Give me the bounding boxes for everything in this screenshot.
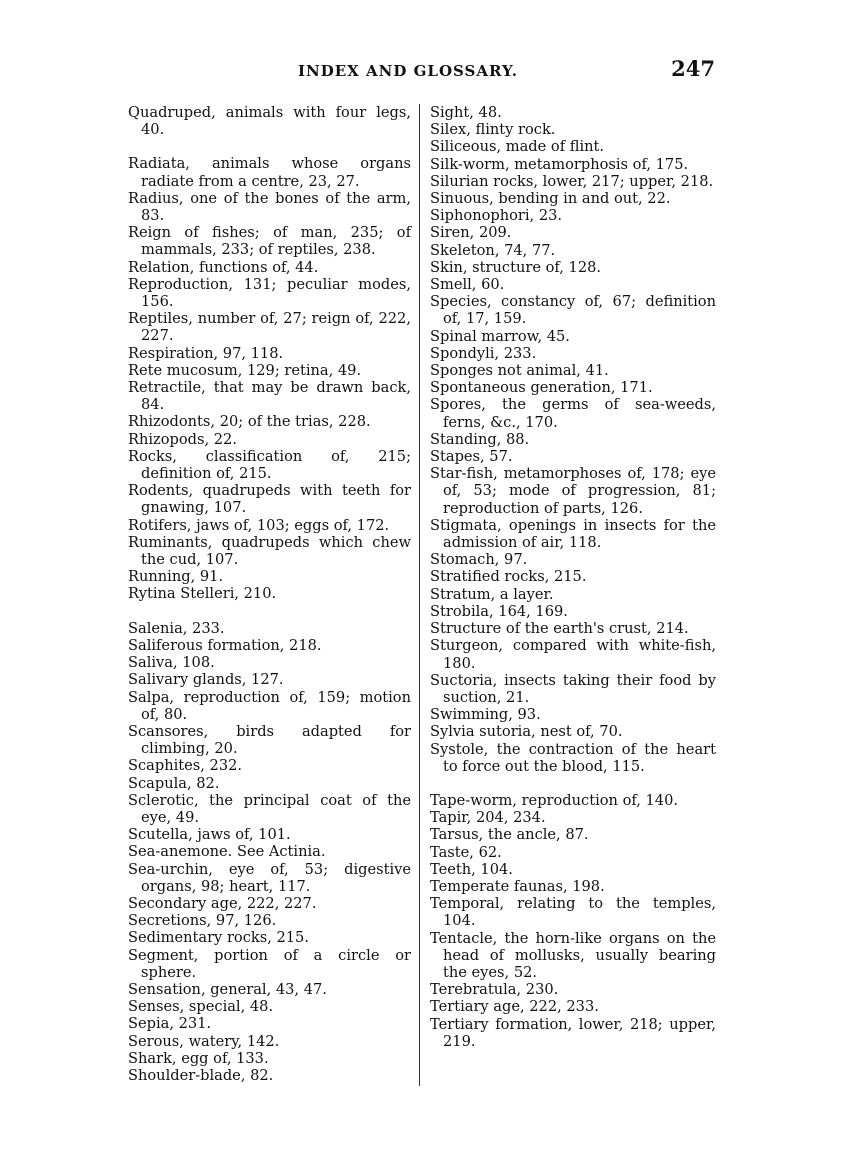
index-entry: Serous, watery, 142. — [128, 1032, 280, 1050]
index-entry: Structure of the earth's crust, 214. — [430, 620, 689, 638]
index-entry: Siphonophori, 23. — [430, 207, 563, 225]
index-entry: Temporal, relating to the temples, 104. — [430, 895, 716, 930]
index-entry: Spondyli, 233. — [430, 344, 537, 362]
index-entry: Sturgeon, compared with white-fish, 180. — [430, 637, 716, 672]
index-entry: Running, 91. — [128, 568, 224, 586]
index-entry: Reign of fishes; of man, 235; of mammals, 233; of reptiles, 238. — [128, 224, 411, 259]
index-entry: Skin, structure of, 128. — [430, 258, 602, 276]
index-entry: Reproduction, 131; peculiar modes, 156. — [128, 275, 411, 311]
index-entry: Skeleton, 74, 77. — [430, 241, 556, 259]
index-entry: Stratum, a layer. — [430, 585, 554, 603]
index-entry: Siliceous, made of flint. — [430, 138, 605, 156]
index-entry: Sylvia sutoria, nest of, 70. — [430, 723, 623, 741]
index-entry: Senses, special, 48. — [128, 998, 274, 1016]
index-entry: Stratified rocks, 215. — [430, 568, 587, 586]
index-entry: Spores, the germs of sea-weeds, ferns, &c., 170. — [430, 396, 716, 431]
index-entry: Shark, egg of, 133. — [128, 1049, 269, 1067]
index-entry: Tentacle, the horn-like organs on the head of mollusks, usually bearing the eyes, 52. — [430, 929, 716, 981]
index-entry: Systole, the contraction of the heart to force out the blood, 115. — [430, 740, 716, 775]
index-entry: Sponges not animal, 41. — [430, 362, 609, 380]
index-entry: Tertiary age, 222, 233. — [430, 998, 599, 1016]
index-column-left — [128, 104, 411, 1084]
index-entry: Rocks, classification of, 215; definition of, 215. — [128, 447, 411, 483]
index-entry: Scaphites, 232. — [128, 757, 243, 775]
index-entry: Spinal marrow, 45. — [430, 327, 570, 345]
index-entry: Stapes, 57. — [430, 448, 513, 466]
index-entry: Taste, 62. — [430, 843, 502, 861]
index-entry: Secondary age, 222, 227. — [128, 894, 317, 912]
index-entry: Strobila, 164, 169. — [430, 602, 568, 620]
index-entry: Rhizodonts, 20; of the trias, 228. — [128, 413, 371, 431]
index-entry: Teeth, 104. — [430, 860, 513, 878]
index-entry: Sea-urchin, eye of, 53; digestive organs, 98; heart, 117. — [128, 860, 411, 895]
index-entry: Scutella, jaws of, 101. — [128, 826, 291, 844]
index-entry: Sclerotic, the principal coat of the eye, 49. — [128, 791, 411, 826]
index-entry: Silurian rocks, lower, 217; upper, 218. — [430, 172, 714, 190]
index-entry: Stomach, 97. — [430, 551, 528, 569]
index-entry: Sensation, general, 43, 47. — [128, 980, 327, 998]
index-entry: Silex, flinty rock. — [430, 121, 556, 139]
index-entry: Salivary glands, 127. — [128, 671, 284, 689]
index-entry: Saliferous formation, 218. — [128, 636, 322, 654]
index-entry: Saliva, 108. — [128, 654, 215, 672]
index-entry: Star-fish, metamorphoses of, 178; eye of, 53; mode of progression, 81; reproduction of parts, 126. — [430, 465, 716, 517]
index-entry: Scansores, birds adapted for climbing, 20. — [128, 722, 411, 758]
index-entry: Relation, functions of, 44. — [128, 258, 319, 276]
index-entry: Radius, one of the bones of the arm, 83. — [128, 189, 411, 225]
index-entry: Shoulder-blade, 82. — [128, 1066, 274, 1084]
index-entry: Suctoria, insects taking their food by suction, 21. — [430, 671, 716, 706]
index-entry: Retractile, that may be drawn back, 84. — [128, 379, 411, 414]
index-entry: Respiration, 97, 118. — [128, 344, 284, 362]
index-entry: Rytina Stelleri, 210. — [128, 585, 277, 603]
index-entry: Rotifers, jaws of, 103; eggs of, 172. — [128, 516, 390, 534]
index-entry: Radiata, animals whose organs radiate from a centre, 23, 27. — [128, 155, 411, 190]
index-entry: Rodents, quadrupeds with teeth for gnawing, 107. — [128, 482, 411, 517]
index-entry: Sea-anemone. See Actinia. — [128, 843, 326, 861]
index-entry: Sight, 48. — [430, 104, 502, 121]
index-entry: Sinuous, bending in and out, 22. — [430, 190, 671, 208]
running-title: INDEX AND GLOSSARY. — [298, 62, 519, 80]
index-entry: Siren, 209. — [430, 224, 512, 242]
index-entry: Tapir, 204, 234. — [430, 809, 546, 827]
index-entry: Salenia, 233. — [128, 619, 225, 637]
index-entry: Species, constancy of, 67; definition of, 17, 159. — [430, 293, 716, 328]
index-column-right — [430, 104, 716, 1050]
index-entry: Sedimentary rocks, 215. — [128, 929, 309, 947]
index-entry: Silk-worm, metamorphosis of, 175. — [430, 155, 689, 173]
index-entry: Tarsus, the ancle, 87. — [430, 826, 589, 844]
page-number: 247 — [671, 56, 715, 81]
index-entry: Quadruped, animals with four legs, 40. — [128, 104, 411, 139]
index-entry: Secretions, 97, 126. — [128, 912, 277, 930]
index-entry: Smell, 60. — [430, 276, 505, 294]
page-header — [0, 0, 850, 100]
index-entry: Ruminants, quadrupeds which chew the cud, 107. — [128, 533, 411, 569]
index-entry: Spontaneous generation, 171. — [430, 379, 653, 397]
index-entry: Terebratula, 230. — [430, 981, 559, 999]
index-entry: Sepia, 231. — [128, 1015, 212, 1033]
index-entry: Stigmata, openings in insects for the admission of air, 118. — [430, 516, 716, 552]
index-entry: Reptiles, number of, 27; reign of, 222, 227. — [128, 310, 411, 345]
index-entry: Segment, portion of a circle or sphere. — [128, 946, 411, 981]
index-entry: Temperate faunas, 198. — [430, 877, 605, 895]
section-gap — [430, 775, 716, 792]
index-entry: Rete mucosum, 129; retina, 49. — [128, 361, 362, 379]
index-entry: Swimming, 93. — [430, 706, 541, 724]
index-entry: Salpa, reproduction of, 159; motion of, 80. — [128, 688, 411, 723]
index-entry: Rhizopods, 22. — [128, 430, 237, 448]
index-entry: Standing, 88. — [430, 430, 530, 448]
index-entry: Tertiary formation, lower, 218; upper, 219. — [430, 1015, 716, 1050]
index-entry: Scapula, 82. — [128, 774, 220, 792]
index-entry: Tape-worm, reproduction of, 140. — [430, 791, 679, 809]
section-gap — [128, 138, 411, 155]
column-divider — [419, 104, 420, 1086]
section-gap — [128, 603, 411, 620]
